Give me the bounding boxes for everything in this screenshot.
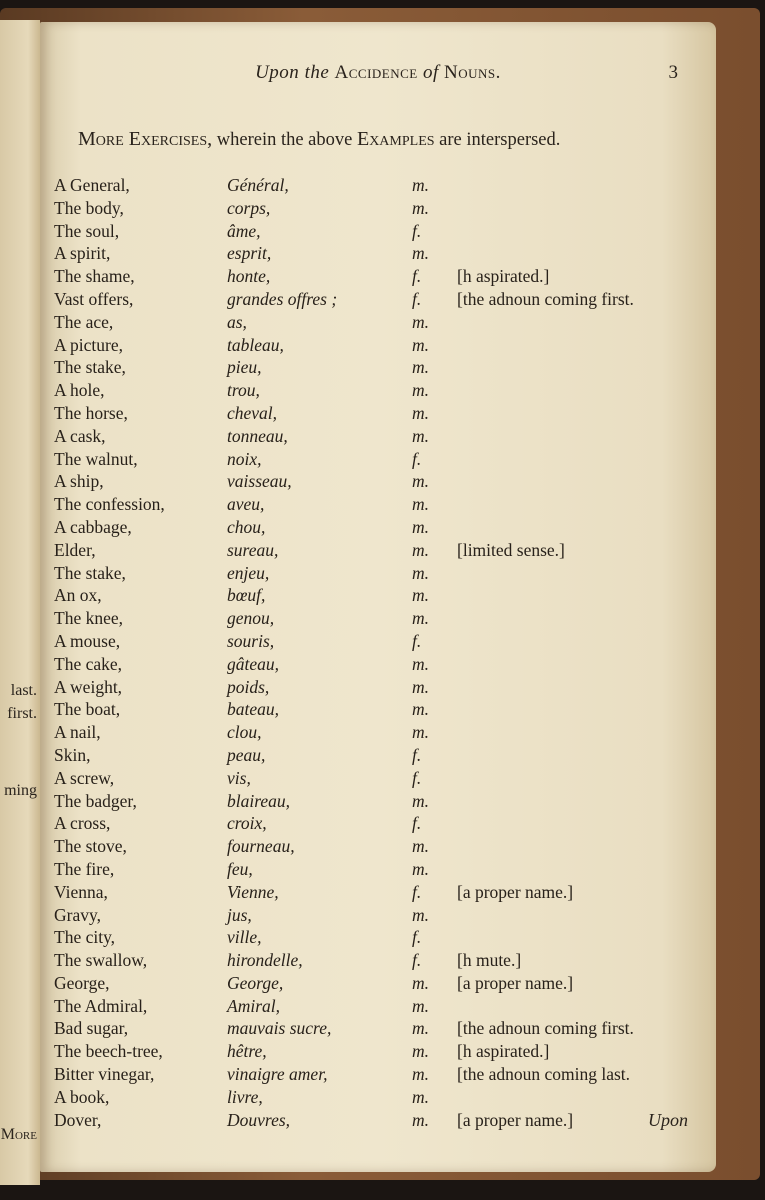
french-word: vis,: [227, 767, 251, 788]
french-word: Vienne,: [227, 881, 279, 902]
english-word: A General,: [54, 175, 130, 195]
gender-mark: m.: [412, 175, 430, 195]
gender-mark: m.: [412, 311, 430, 332]
vocabulary-row: [54, 494, 714, 517]
english-word: Vienna,: [54, 881, 108, 902]
french-word: George,: [227, 972, 284, 993]
vocabulary-row: [54, 198, 714, 221]
note: [h aspirated.]: [457, 266, 550, 287]
gender-mark: m.: [412, 197, 430, 218]
gender-mark: m.: [412, 608, 430, 629]
gender-mark: m.: [412, 471, 430, 492]
gender-mark: f.: [412, 813, 422, 834]
english-word: The city,: [54, 927, 116, 948]
running-head-accidence: Accidence: [334, 62, 418, 83]
gender-mark: m.: [412, 380, 430, 401]
french-word: vaisseau,: [227, 471, 292, 492]
english-word: Elder,: [54, 539, 96, 560]
vocabulary-row: [54, 357, 714, 380]
vocabulary-row: [54, 905, 714, 928]
english-word: Dover,: [54, 1109, 102, 1130]
running-head-the: the: [304, 62, 330, 83]
previous-page-fragment: ming: [4, 782, 37, 799]
english-word: The stake,: [54, 562, 126, 583]
gender-mark: m.: [412, 995, 430, 1016]
gender-mark: m.: [412, 562, 430, 583]
previous-page-fragment: last.: [10, 682, 37, 699]
note: [the adnoun coming last.: [457, 1064, 631, 1085]
vocabulary-row: [54, 768, 714, 791]
vocabulary-row: [54, 996, 714, 1019]
english-word: The badger,: [54, 790, 137, 811]
french-word: croix,: [227, 813, 267, 834]
french-word: esprit,: [227, 243, 272, 264]
gender-mark: m.: [412, 1018, 430, 1039]
english-word: A spirit,: [54, 243, 111, 264]
gender-mark: m.: [412, 858, 430, 879]
english-word: A picture,: [54, 334, 124, 355]
french-word: trou,: [227, 380, 260, 401]
french-word: honte,: [227, 266, 271, 287]
running-head-upon: Upon: [255, 62, 300, 83]
english-word: The beech-tree,: [54, 1041, 163, 1062]
note: [the adnoun coming first.: [457, 288, 634, 309]
english-word: A book,: [54, 1086, 110, 1107]
english-word: Skin,: [54, 744, 91, 765]
french-word: corps,: [227, 197, 271, 218]
vocabulary-row: [54, 1087, 714, 1110]
english-word: The cake,: [54, 653, 123, 674]
vocabulary-row: [54, 221, 714, 244]
english-word: Gravy,: [54, 904, 101, 925]
heading-end: are interspersed.: [434, 130, 561, 150]
gender-mark: m.: [412, 494, 430, 515]
gender-mark: m.: [412, 539, 430, 560]
french-word: blaireau,: [227, 790, 291, 811]
french-word: mauvais sucre,: [227, 1018, 332, 1039]
gender-mark: m.: [412, 790, 430, 811]
french-word: sureau,: [227, 539, 279, 560]
vocabulary-row: [54, 471, 714, 494]
heading-more-exercises: More Exercises,: [78, 128, 213, 150]
vocabulary-row: [54, 1018, 714, 1041]
gender-mark: m.: [412, 243, 430, 264]
vocabulary-row: [54, 631, 714, 654]
french-word: fourneau,: [227, 836, 295, 857]
english-word: A ship,: [54, 471, 104, 492]
english-word: The body,: [54, 197, 124, 218]
vocabulary-row: [54, 927, 714, 950]
gender-mark: f.: [412, 744, 422, 765]
french-word: clou,: [227, 722, 262, 743]
english-word: A weight,: [54, 676, 123, 697]
gender-mark: m.: [412, 699, 430, 720]
french-word: cheval,: [227, 402, 278, 423]
english-word: Bad sugar,: [54, 1018, 129, 1039]
english-word: George,: [54, 972, 110, 993]
gender-mark: f.: [412, 950, 422, 971]
english-word: A cross,: [54, 813, 111, 834]
previous-page-fragment: More: [0, 1126, 37, 1143]
vocabulary-row: [54, 449, 714, 472]
vocabulary-row: [54, 722, 714, 745]
french-word: tonneau,: [227, 425, 288, 446]
vocabulary-row: [54, 175, 714, 198]
note: [limited sense.]: [457, 539, 565, 560]
french-word: chou,: [227, 516, 266, 537]
vocabulary-row: [54, 1064, 714, 1087]
gender-mark: m.: [412, 972, 430, 993]
gender-mark: m.: [412, 1064, 430, 1085]
vocabulary-row: [54, 677, 714, 700]
english-word: The stake,: [54, 357, 126, 378]
gender-mark: f.: [412, 220, 422, 241]
gender-mark: m.: [412, 334, 430, 355]
running-head-of: of: [423, 62, 439, 83]
book-page: [40, 22, 716, 1172]
gender-mark: m.: [412, 722, 430, 743]
gender-mark: f.: [412, 630, 422, 651]
gender-mark: f.: [412, 448, 422, 469]
french-word: enjeu,: [227, 562, 270, 583]
gender-mark: m.: [412, 1086, 430, 1107]
gender-mark: f.: [412, 266, 422, 287]
gender-mark: m.: [412, 653, 430, 674]
vocabulary-row: [54, 426, 714, 449]
english-word: The soul,: [54, 220, 120, 241]
french-word: ville,: [227, 927, 262, 948]
english-word: The confession,: [54, 494, 165, 515]
vocabulary-row: [54, 699, 714, 722]
english-word: Bitter vinegar,: [54, 1064, 155, 1085]
vocabulary-row: [54, 882, 714, 905]
gender-mark: f.: [412, 767, 422, 788]
french-word: livre,: [227, 1086, 263, 1107]
gender-mark: f.: [412, 881, 422, 902]
french-word: aveu,: [227, 494, 265, 515]
vocabulary-row: [54, 380, 714, 403]
gender-mark: m.: [412, 676, 430, 697]
french-word: Général,: [227, 175, 289, 195]
french-word: tableau,: [227, 334, 284, 355]
french-word: jus,: [227, 904, 252, 925]
english-word: The shame,: [54, 266, 135, 287]
vocabulary-row: [54, 654, 714, 677]
vocabulary-row: [54, 540, 714, 563]
gender-mark: f.: [412, 288, 422, 309]
gender-mark: m.: [412, 1041, 430, 1062]
heading-middle: wherein the above: [212, 130, 357, 150]
gender-mark: f.: [412, 927, 422, 948]
vocabulary-row: [54, 950, 714, 973]
english-word: The walnut,: [54, 448, 138, 469]
french-word: pieu,: [227, 357, 262, 378]
french-word: bateau,: [227, 699, 280, 720]
vocabulary-row: [54, 563, 714, 586]
french-word: feu,: [227, 858, 253, 879]
english-word: Vast offers,: [54, 288, 134, 309]
gender-mark: m.: [412, 357, 430, 378]
english-word: A screw,: [54, 767, 115, 788]
vocabulary-list: [54, 175, 714, 1132]
english-word: The ace,: [54, 311, 114, 332]
french-word: peau,: [227, 744, 266, 765]
english-word: The swallow,: [54, 950, 148, 971]
previous-page-strip: [0, 20, 40, 1185]
vocabulary-row: [54, 836, 714, 859]
vocabulary-row: [54, 791, 714, 814]
french-word: poids,: [227, 676, 270, 697]
vocabulary-row: [54, 1110, 714, 1133]
vocabulary-row: [54, 335, 714, 358]
french-word: hêtre,: [227, 1041, 267, 1062]
french-word: gâteau,: [227, 653, 280, 674]
french-word: Douvres,: [227, 1109, 291, 1130]
vocabulary-row: [54, 312, 714, 335]
gender-mark: m.: [412, 516, 430, 537]
english-word: A mouse,: [54, 630, 121, 651]
vocabulary-row: [54, 289, 714, 312]
vocabulary-row: [54, 517, 714, 540]
running-head: [40, 62, 716, 84]
vocabulary-row: [54, 243, 714, 266]
vocabulary-row: [54, 266, 714, 289]
english-word: A hole,: [54, 380, 105, 401]
vocabulary-row: [54, 745, 714, 768]
note: [a proper name.]: [457, 1109, 574, 1130]
note: [a proper name.]: [457, 972, 574, 993]
french-word: grandes offres ;: [227, 288, 338, 309]
french-word: as,: [227, 311, 247, 332]
english-word: The fire,: [54, 858, 115, 879]
vocabulary-row: [54, 585, 714, 608]
gender-mark: m.: [412, 585, 430, 606]
english-word: The stove,: [54, 836, 127, 857]
french-word: âme,: [227, 220, 261, 241]
section-heading: [78, 128, 698, 151]
english-word: The Admiral,: [54, 995, 148, 1016]
vocabulary-row: [54, 859, 714, 882]
note: [the adnoun coming first.: [457, 1018, 634, 1039]
gender-mark: m.: [412, 425, 430, 446]
gender-mark: m.: [412, 836, 430, 857]
gender-mark: m.: [412, 1109, 430, 1130]
vocabulary-row: [54, 403, 714, 426]
catchword: Upon: [648, 1110, 688, 1130]
note: [a proper name.]: [457, 881, 574, 902]
french-word: genou,: [227, 608, 275, 629]
vocabulary-row: [54, 973, 714, 996]
french-word: noix,: [227, 448, 262, 469]
gender-mark: m.: [412, 904, 430, 925]
english-word: A nail,: [54, 722, 101, 743]
note: [h aspirated.]: [457, 1041, 550, 1062]
english-word: The horse,: [54, 402, 128, 423]
vocabulary-row: [54, 813, 714, 836]
french-word: bœuf,: [227, 585, 266, 606]
heading-examples: Examples: [356, 128, 435, 150]
english-word: The knee,: [54, 608, 123, 629]
running-head-nouns: Nouns.: [444, 62, 501, 83]
english-word: An ox,: [54, 585, 102, 606]
vocabulary-row: [54, 1041, 714, 1064]
note: [h mute.]: [457, 950, 522, 971]
page-number: 3: [668, 62, 678, 83]
gender-mark: m.: [412, 402, 430, 423]
french-word: hirondelle,: [227, 950, 303, 971]
french-word: vinaigre amer,: [227, 1064, 328, 1085]
french-word: Amiral,: [227, 995, 280, 1016]
vocabulary-row: [54, 608, 714, 631]
previous-page-fragment: first.: [7, 705, 37, 722]
english-word: A cask,: [54, 425, 106, 446]
english-word: The boat,: [54, 699, 121, 720]
french-word: souris,: [227, 630, 275, 651]
english-word: A cabbage,: [54, 516, 132, 537]
